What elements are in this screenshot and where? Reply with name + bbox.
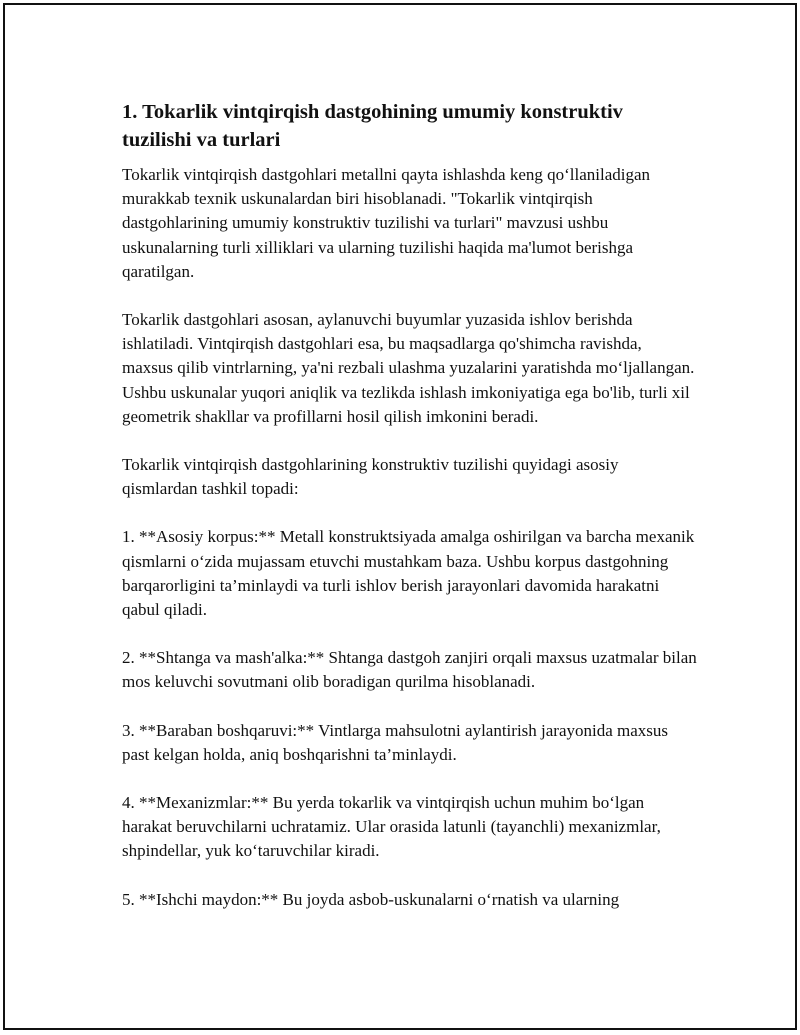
list-item-drum-control: 3. **Baraban boshqaruvi:** Vintlarga mahsulotni aylantirish jarayonida maxsus past kelgan holda, aniq boshqarishni ta’minlaydi. — [122, 720, 669, 764]
list-item-main-body: 1. **Asosiy korpus:** Metall konstruktsiyada amalga oshirilgan va barcha mexanik qismlarni o‘zida mujassam etuvchi mustahkam baza. Ushbu korpus dastgohning barqarorligini ta’minlaydi va turli ishlov berish jarayonlari davomida harakatni qabul qiladi. — [122, 527, 695, 620]
document-body — [122, 98, 697, 912]
list-item-mechanisms: 4. **Mexanizmlar:** Bu yerda tokarlik va vintqirqish uchun muhim bo‘lgan harakat beruvchilarni uchratamiz. Ular orasida latunli (tayanchli) mexanizmlar, shpindellar, yuk ko‘taruvchilar kiradi. — [122, 793, 661, 861]
list-item-work-area: 5. **Ishchi maydon:** Bu joyda asbob-uskunalarni o‘rnatish va ularning — [122, 889, 620, 909]
paragraph-intro: Tokarlik vintqirqish dastgohlari metallni qayta ishlashda keng qo‘llaniladigan murakkab texnik uskunalardan biri hisoblanadi. "Tokarlik vintqirqish dastgohlarining umumiy konstruktiv tuzilishi va turlari" mavzusi ushbu uskunalarning turli xilliklari va ularning tuzilishi haqida ma'lumot berishga qaratilgan. — [122, 165, 651, 281]
paragraph-purpose: Tokarlik dastgohlari asosan, aylanuvchi buyumlar yuzasida ishlov berishda ishlatiladi. Vintqirqish dastgohlari esa, bu maqsadlarga qo'shimcha ravishda, maxsus qilib vintrlarning, ya'ni rezbali ulashma yuzalarini yaratishda mo‘ljallangan. Ushbu uskunalar yuqori aniqlik va tezlikda ishlash imkoniyatiga ega bo'lib, turli xil geometrik shakllar va profillarni hosil qilish imkonini beradi. — [122, 310, 695, 426]
paragraph-structure-intro: Tokarlik vintqirqish dastgohlarining konstruktiv tuzilishi quyidagi asosiy qismlardan tashkil topadi: — [122, 455, 619, 499]
page-frame — [3, 3, 797, 1030]
document-title: 1. Tokarlik vintqirqish dastgohining umumiy konstruktiv tuzilishi va turlari — [122, 101, 623, 151]
list-item-rod: 2. **Shtanga va mash'alka:** Shtanga dastgoh zanjiri orqali maxsus uzatmalar bilan mos keluvchi sovutmani olib boradigan qurilma hisoblanadi. — [122, 648, 697, 692]
